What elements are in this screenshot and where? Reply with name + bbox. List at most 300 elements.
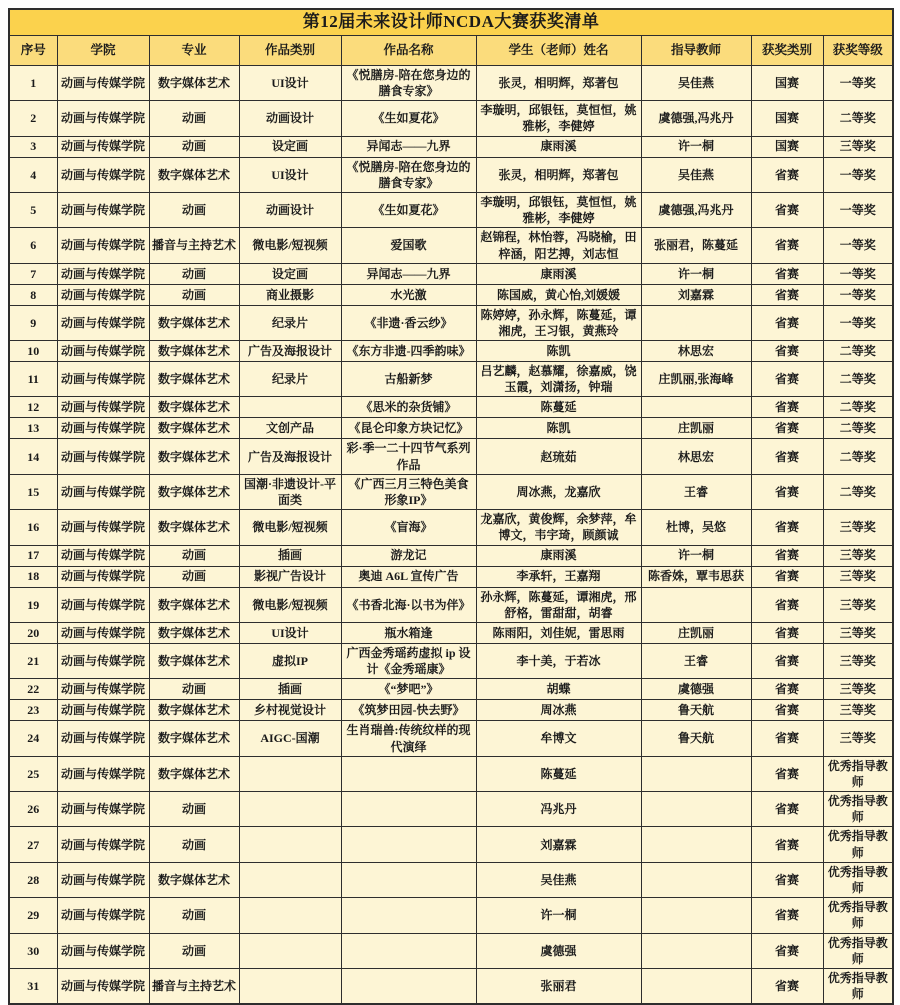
table-cell: 林思宏: [641, 341, 751, 362]
table-cell: 李承轩，王嘉翔: [476, 566, 641, 587]
table-cell: 国潮·非遗设计-平面类: [239, 474, 341, 509]
table-cell: 康雨溪: [476, 545, 641, 566]
table-cell: 16: [9, 510, 57, 545]
table-cell: 动画: [149, 284, 239, 305]
table-cell: 省赛: [751, 157, 823, 192]
table-cell: 数字媒体艺术: [149, 622, 239, 643]
table-cell: 省赛: [751, 622, 823, 643]
table-cell: 设定画: [239, 263, 341, 284]
table-cell: 动画与传媒学院: [57, 101, 149, 136]
table-cell: 生肖瑞兽:传统纹样的现代演绎: [341, 721, 476, 756]
table-cell: 乡村视觉设计: [239, 700, 341, 721]
table-cell: 刘嘉霖: [641, 284, 751, 305]
table-cell: [641, 862, 751, 897]
table-cell: 省赛: [751, 263, 823, 284]
table-cell: 二等奖: [823, 341, 893, 362]
table-cell: [641, 587, 751, 622]
table-cell: [341, 827, 476, 862]
table-cell: 13: [9, 418, 57, 439]
table-cell: 瓶水箱逢: [341, 622, 476, 643]
table-cell: [239, 898, 341, 933]
table-cell: 动画: [149, 101, 239, 136]
table-cell: [341, 862, 476, 897]
table-cell: 二等奖: [823, 397, 893, 418]
table-cell: [239, 933, 341, 968]
table-body: [9, 65, 893, 1004]
table-cell: 二等奖: [823, 439, 893, 474]
table-row: [9, 679, 893, 700]
table-cell: 15: [9, 474, 57, 509]
table-cell: 二等奖: [823, 362, 893, 397]
table-cell: 26: [9, 792, 57, 827]
table-cell: 古船新梦: [341, 362, 476, 397]
table-row: [9, 101, 893, 136]
table-cell: 9: [9, 305, 57, 340]
table-cell: 动画与传媒学院: [57, 721, 149, 756]
table-cell: 数字媒体艺术: [149, 157, 239, 192]
table-cell: 《盲海》: [341, 510, 476, 545]
table-cell: 广西金秀瑶药虚拟 ip 设计《金秀瑶康》: [341, 643, 476, 678]
table-cell: 19: [9, 587, 57, 622]
table-cell: 动画: [149, 263, 239, 284]
table-cell: 广告及海报设计: [239, 341, 341, 362]
column-header-7: 指导教师: [641, 35, 751, 65]
table-row: [9, 827, 893, 862]
table-row: [9, 510, 893, 545]
table-cell: 省赛: [751, 756, 823, 791]
title-row: [9, 9, 893, 35]
table-cell: 李璇明，邱银钰，莫恒恒，姚雅彬，李健婷: [476, 101, 641, 136]
table-cell: 动画与传媒学院: [57, 862, 149, 897]
table-cell: 二等奖: [823, 474, 893, 509]
table-cell: 数字媒体艺术: [149, 700, 239, 721]
table-cell: 广告及海报设计: [239, 439, 341, 474]
table-cell: 冯兆丹: [476, 792, 641, 827]
table-row: [9, 136, 893, 157]
table-cell: 12: [9, 397, 57, 418]
table-cell: 动画: [149, 827, 239, 862]
table-cell: 《昆仑印象方块记忆》: [341, 418, 476, 439]
table-cell: 省赛: [751, 545, 823, 566]
table-cell: 庄凯丽: [641, 622, 751, 643]
table-cell: 省赛: [751, 933, 823, 968]
table-cell: 孙永辉，陈蔓延，谭湘虎，邢舒格，雷甜甜，胡睿: [476, 587, 641, 622]
table-cell: [641, 792, 751, 827]
table-cell: 赵锦程，林怡蓉，冯晓榆，田梓涵，阳艺搏，刘志恒: [476, 228, 641, 263]
page-title: 第12届未来设计师NCDA大赛获奖清单: [9, 9, 893, 35]
column-header-8: 获奖类别: [751, 35, 823, 65]
table-cell: AIGC-国潮: [239, 721, 341, 756]
table-cell: [341, 792, 476, 827]
table-cell: 动画与传媒学院: [57, 792, 149, 827]
column-header-4: 作品类别: [239, 35, 341, 65]
table-cell: 数字媒体艺术: [149, 397, 239, 418]
table-cell: 庄凯丽,张海峰: [641, 362, 751, 397]
table-cell: 省赛: [751, 566, 823, 587]
table-cell: 李璇明，邱银钰，莫恒恒，姚雅彬，李健婷: [476, 192, 641, 227]
table-cell: [641, 305, 751, 340]
table-row: [9, 192, 893, 227]
table-cell: 张灵，相明辉，郑著包: [476, 65, 641, 100]
table-row: [9, 157, 893, 192]
table-cell: 三等奖: [823, 136, 893, 157]
table-cell: 异闻志——九界: [341, 263, 476, 284]
table-cell: [239, 827, 341, 862]
table-cell: 虞德强,冯兆丹: [641, 192, 751, 227]
table-row: [9, 792, 893, 827]
table-cell: 虞德强: [641, 679, 751, 700]
table-cell: 赵琉茹: [476, 439, 641, 474]
table-cell: 龙嘉欣，黄俊辉，余梦萍，牟博文，韦宇琦，顾颜诚: [476, 510, 641, 545]
table-cell: 设定画: [239, 136, 341, 157]
table-row: [9, 721, 893, 756]
table-row: [9, 341, 893, 362]
table-cell: 数字媒体艺术: [149, 439, 239, 474]
table-cell: 数字媒体艺术: [149, 643, 239, 678]
table-cell: 24: [9, 721, 57, 756]
table-cell: 省赛: [751, 418, 823, 439]
table-cell: 李十美，于若冰: [476, 643, 641, 678]
table-cell: 数字媒体艺术: [149, 721, 239, 756]
table-cell: 省赛: [751, 792, 823, 827]
table-cell: 优秀指导教师: [823, 827, 893, 862]
table-cell: [239, 397, 341, 418]
table-row: [9, 756, 893, 791]
table-cell: 5: [9, 192, 57, 227]
table-cell: 动画与传媒学院: [57, 679, 149, 700]
table-cell: 省赛: [751, 474, 823, 509]
table-cell: [341, 898, 476, 933]
table-cell: 动画: [149, 192, 239, 227]
table-cell: 动画: [149, 136, 239, 157]
table-cell: 播音与主持艺术: [149, 228, 239, 263]
table-cell: 虞德强: [476, 933, 641, 968]
table-cell: 优秀指导教师: [823, 862, 893, 897]
table-cell: 动画: [149, 679, 239, 700]
table-cell: 17: [9, 545, 57, 566]
table-cell: 动画与传媒学院: [57, 933, 149, 968]
table-cell: 18: [9, 566, 57, 587]
table-cell: 动画与传媒学院: [57, 566, 149, 587]
table-row: [9, 968, 893, 1004]
table-cell: 《生如夏花》: [341, 192, 476, 227]
table-cell: 王睿: [641, 643, 751, 678]
table-cell: 三等奖: [823, 721, 893, 756]
table-cell: 23: [9, 700, 57, 721]
table-row: [9, 587, 893, 622]
table-cell: 张丽君，陈蔓延: [641, 228, 751, 263]
table-cell: 优秀指导教师: [823, 968, 893, 1004]
table-cell: 一等奖: [823, 263, 893, 284]
table-row: [9, 284, 893, 305]
table-cell: 吴佳燕: [641, 157, 751, 192]
awards-table: [8, 8, 894, 1005]
table-cell: 2: [9, 101, 57, 136]
table-row: [9, 700, 893, 721]
table-cell: 许一桐: [641, 263, 751, 284]
table-cell: [239, 968, 341, 1004]
table-cell: 陈雨阳，刘佳妮，雷思雨: [476, 622, 641, 643]
table-cell: 优秀指导教师: [823, 933, 893, 968]
table-cell: 省赛: [751, 397, 823, 418]
table-cell: 动画与传媒学院: [57, 439, 149, 474]
table-cell: [641, 756, 751, 791]
table-cell: 动画与传媒学院: [57, 418, 149, 439]
table-cell: 康雨溪: [476, 263, 641, 284]
table-row: [9, 566, 893, 587]
table-cell: 《广西三月三特色美食形象IP》: [341, 474, 476, 509]
table-cell: 陈蔓延: [476, 756, 641, 791]
table-cell: 省赛: [751, 192, 823, 227]
table-cell: 3: [9, 136, 57, 157]
table-cell: 王睿: [641, 474, 751, 509]
table-cell: 国赛: [751, 136, 823, 157]
table-cell: 动画与传媒学院: [57, 827, 149, 862]
table-cell: 一等奖: [823, 305, 893, 340]
table-cell: 数字媒体艺术: [149, 341, 239, 362]
table-cell: 一等奖: [823, 192, 893, 227]
table-cell: 异闻志——九界: [341, 136, 476, 157]
column-header-6: 学生（老师）姓名: [476, 35, 641, 65]
table-cell: [341, 968, 476, 1004]
table-cell: 爱国歌: [341, 228, 476, 263]
table-cell: 三等奖: [823, 545, 893, 566]
table-cell: 纪录片: [239, 362, 341, 397]
table-row: [9, 418, 893, 439]
table-cell: 陈凯: [476, 341, 641, 362]
table-cell: 数字媒体艺术: [149, 305, 239, 340]
table-cell: 22: [9, 679, 57, 700]
table-cell: 周冰燕，龙嘉欣: [476, 474, 641, 509]
table-cell: 虚拟IP: [239, 643, 341, 678]
table-cell: 省赛: [751, 679, 823, 700]
table-cell: 张灵，相明辉，郑著包: [476, 157, 641, 192]
table-cell: 数字媒体艺术: [149, 362, 239, 397]
table-cell: 许一桐: [476, 898, 641, 933]
table-row: [9, 228, 893, 263]
table-row: [9, 862, 893, 897]
table-cell: 动画与传媒学院: [57, 192, 149, 227]
table-cell: 数字媒体艺术: [149, 65, 239, 100]
table-cell: 许一桐: [641, 545, 751, 566]
column-header-5: 作品名称: [341, 35, 476, 65]
table-cell: 省赛: [751, 862, 823, 897]
table-cell: 7: [9, 263, 57, 284]
table-cell: [239, 862, 341, 897]
table-cell: 动画与传媒学院: [57, 545, 149, 566]
table-cell: 周冰燕: [476, 700, 641, 721]
table-cell: 省赛: [751, 510, 823, 545]
table-cell: 优秀指导教师: [823, 792, 893, 827]
table-row: [9, 65, 893, 100]
table-cell: 微电影/短视频: [239, 228, 341, 263]
table-cell: [239, 756, 341, 791]
table-cell: 三等奖: [823, 510, 893, 545]
table-cell: 省赛: [751, 341, 823, 362]
column-header-2: 学院: [57, 35, 149, 65]
table-cell: 庄凯丽: [641, 418, 751, 439]
table-cell: 吴佳燕: [641, 65, 751, 100]
table-cell: 国赛: [751, 101, 823, 136]
table-cell: 动画设计: [239, 192, 341, 227]
table-cell: [341, 756, 476, 791]
table-cell: 1: [9, 65, 57, 100]
table-cell: 动画与传媒学院: [57, 756, 149, 791]
table-cell: [641, 968, 751, 1004]
table-cell: 动画与传媒学院: [57, 700, 149, 721]
table-cell: 数字媒体艺术: [149, 418, 239, 439]
table-cell: 动画与传媒学院: [57, 968, 149, 1004]
table-cell: 动画与传媒学院: [57, 510, 149, 545]
table-cell: 《悦膳房-陪在您身边的膳食专家》: [341, 157, 476, 192]
table-cell: 陈香姝，覃韦思获: [641, 566, 751, 587]
table-cell: 省赛: [751, 968, 823, 1004]
table-cell: 31: [9, 968, 57, 1004]
table-cell: 一等奖: [823, 284, 893, 305]
table-cell: 数字媒体艺术: [149, 756, 239, 791]
table-row: [9, 622, 893, 643]
table-cell: 动画与传媒学院: [57, 284, 149, 305]
table-cell: 《筑梦田园-快去野》: [341, 700, 476, 721]
table-cell: 鲁天航: [641, 721, 751, 756]
table-row: [9, 933, 893, 968]
table-cell: 动画与传媒学院: [57, 397, 149, 418]
table-header-row: [9, 35, 893, 65]
table-cell: 林思宏: [641, 439, 751, 474]
table-cell: 微电影/短视频: [239, 510, 341, 545]
table-cell: 数字媒体艺术: [149, 862, 239, 897]
table-cell: 纪录片: [239, 305, 341, 340]
table-cell: 动画与传媒学院: [57, 643, 149, 678]
table-cell: 陈国威，黄心怡,刘媛媛: [476, 284, 641, 305]
table-cell: 28: [9, 862, 57, 897]
table-cell: 省赛: [751, 700, 823, 721]
table-cell: 4: [9, 157, 57, 192]
table-cell: 省赛: [751, 721, 823, 756]
table-cell: 二等奖: [823, 101, 893, 136]
table-cell: 动画: [149, 898, 239, 933]
table-cell: 三等奖: [823, 622, 893, 643]
table-cell: 刘嘉霖: [476, 827, 641, 862]
table-cell: 三等奖: [823, 566, 893, 587]
table-row: [9, 643, 893, 678]
table-cell: 省赛: [751, 643, 823, 678]
table-cell: 省赛: [751, 439, 823, 474]
table-cell: 动画与传媒学院: [57, 362, 149, 397]
table-cell: 省赛: [751, 305, 823, 340]
table-cell: 国赛: [751, 65, 823, 100]
table-cell: 奥迪 A6L 宣传广告: [341, 566, 476, 587]
column-header-3: 专业: [149, 35, 239, 65]
table-cell: 三等奖: [823, 643, 893, 678]
table-cell: 省赛: [751, 827, 823, 862]
table-cell: 二等奖: [823, 418, 893, 439]
table-cell: 动画与传媒学院: [57, 157, 149, 192]
table-cell: 动画与传媒学院: [57, 474, 149, 509]
column-header-1: 序号: [9, 35, 57, 65]
table-cell: 动画与传媒学院: [57, 136, 149, 157]
table-cell: 27: [9, 827, 57, 862]
table-cell: 14: [9, 439, 57, 474]
table-cell: 20: [9, 622, 57, 643]
table-cell: 省赛: [751, 587, 823, 622]
table-cell: 三等奖: [823, 587, 893, 622]
table-cell: [641, 898, 751, 933]
table-cell: 优秀指导教师: [823, 898, 893, 933]
table-cell: 虞德强,冯兆丹: [641, 101, 751, 136]
table-cell: 动画与传媒学院: [57, 622, 149, 643]
table-cell: 动画: [149, 566, 239, 587]
table-cell: 影视广告设计: [239, 566, 341, 587]
table-cell: 播音与主持艺术: [149, 968, 239, 1004]
table-row: [9, 263, 893, 284]
table-cell: 许一桐: [641, 136, 751, 157]
table-row: [9, 439, 893, 474]
table-cell: 商业摄影: [239, 284, 341, 305]
table-cell: 10: [9, 341, 57, 362]
table-cell: 动画: [149, 545, 239, 566]
table-cell: 胡蝶: [476, 679, 641, 700]
table-row: [9, 362, 893, 397]
table-cell: 游龙记: [341, 545, 476, 566]
table-cell: UI设计: [239, 65, 341, 100]
table-cell: 一等奖: [823, 228, 893, 263]
column-header-9: 获奖等级: [823, 35, 893, 65]
table-cell: 动画: [149, 933, 239, 968]
table-cell: 一等奖: [823, 65, 893, 100]
table-cell: UI设计: [239, 157, 341, 192]
table-cell: 动画: [149, 792, 239, 827]
table-cell: UI设计: [239, 622, 341, 643]
table-cell: 水光激: [341, 284, 476, 305]
table-row: [9, 898, 893, 933]
table-row: [9, 545, 893, 566]
table-cell: 动画与传媒学院: [57, 65, 149, 100]
table-cell: 数字媒体艺术: [149, 587, 239, 622]
table-cell: 插画: [239, 679, 341, 700]
table-cell: 陈婷婷，孙永辉，陈蔓延，谭湘虎，王习银，黄燕玲: [476, 305, 641, 340]
table-cell: 优秀指导教师: [823, 756, 893, 791]
table-cell: 省赛: [751, 898, 823, 933]
table-cell: [341, 933, 476, 968]
table-cell: 动画与传媒学院: [57, 228, 149, 263]
table-cell: 《“梦吧”》: [341, 679, 476, 700]
table-cell: 29: [9, 898, 57, 933]
table-cell: 文创产品: [239, 418, 341, 439]
table-cell: 动画设计: [239, 101, 341, 136]
table-cell: 微电影/短视频: [239, 587, 341, 622]
table-cell: 鲁天航: [641, 700, 751, 721]
table-cell: 三等奖: [823, 700, 893, 721]
table-cell: 彩·季一二十四节气系列作品: [341, 439, 476, 474]
table-cell: 三等奖: [823, 679, 893, 700]
table-cell: 《思米的杂货铺》: [341, 397, 476, 418]
table-row: [9, 397, 893, 418]
table-cell: 牟博文: [476, 721, 641, 756]
table-cell: 《悦膳房-陪在您身边的膳食专家》: [341, 65, 476, 100]
table-cell: 《生如夏花》: [341, 101, 476, 136]
table-cell: [641, 397, 751, 418]
table-cell: 21: [9, 643, 57, 678]
table-cell: 动画与传媒学院: [57, 305, 149, 340]
table-cell: 《非遗·香云纱》: [341, 305, 476, 340]
table-cell: 25: [9, 756, 57, 791]
table-cell: 张丽君: [476, 968, 641, 1004]
table-cell: 8: [9, 284, 57, 305]
table-cell: 省赛: [751, 284, 823, 305]
table-cell: 动画与传媒学院: [57, 341, 149, 362]
table-cell: 动画与传媒学院: [57, 587, 149, 622]
